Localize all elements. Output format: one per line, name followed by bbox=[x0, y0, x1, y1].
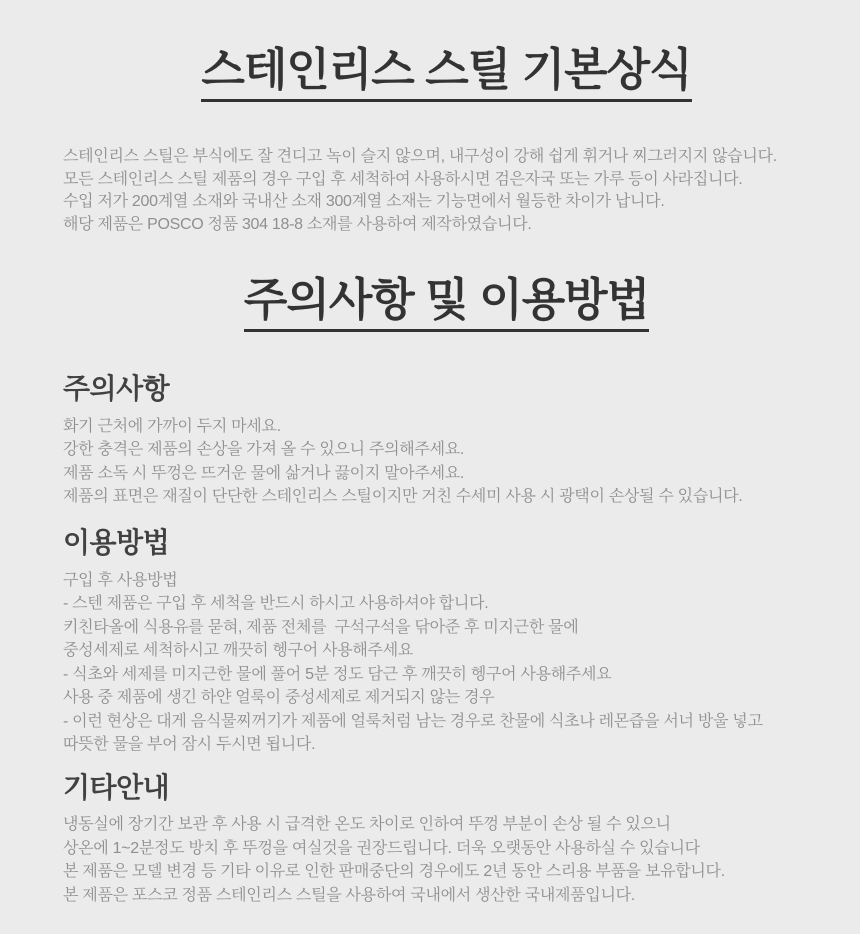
body-line: 키친타올에 식용유를 묻혀, 제품 전체를 구석구석을 닦아준 후 미지근한 물에 bbox=[63, 618, 579, 636]
intro-line: 수입 저가 200계열 소재와 국내산 소재 300계열 소재는 기능면에서 월등한 차이가 납니다. bbox=[63, 193, 665, 211]
page-title bbox=[63, 44, 830, 102]
body-line: 냉동실에 장기간 보관 후 사용 시 급격한 온도 차이로 인하여 뚜껑 부분이 손상 될 수 있으니 bbox=[63, 816, 671, 834]
body-line: 상온에 1~2분정도 방치 후 뚜껑을 여실것을 권장드립니다. 더욱 오랫동안 사용하실 수 있습니다 bbox=[63, 839, 700, 857]
section-usage-body bbox=[63, 569, 830, 757]
section-etc bbox=[63, 771, 830, 908]
body-line: 따뜻한 물을 부어 잠시 두시면 됩니다. bbox=[63, 736, 316, 754]
intro-line: 해당 제품은 POSCO 정품 304 18-8 소재를 사용하여 제작하였습니다. bbox=[63, 215, 532, 233]
body-line: - 이런 현상은 대게 음식물찌꺼기가 제품에 얼룩처럼 남는 경우로 찬물에 식초나 레몬즙을 서너 방울 넣고 bbox=[63, 712, 763, 730]
intro-line: 스테인리스 스틸은 부식에도 잘 견디고 녹이 슬지 않으며, 내구성이 강해 쉽게 휘거나 찌그러지지 않습니다. bbox=[63, 148, 777, 166]
section-usage bbox=[63, 526, 830, 757]
body-line: 구입 후 사용방법 bbox=[63, 571, 178, 589]
body-line: 본 제품은 모델 변경 등 기타 이유로 인한 판매중단의 경우에도 2년 동안 스리용 부품을 보유합니다. bbox=[63, 863, 725, 881]
body-line: 제품의 표면은 재질이 단단한 스테인리스 스틸이지만 거친 수세미 사용 시 광택이 손상될 수 있습니다. bbox=[63, 488, 743, 506]
body-line: 제품 소독 시 뚜껑은 뜨거운 물에 삶거나 끓이지 말아주세요. bbox=[63, 464, 465, 482]
body-line: 본 제품은 포스코 정품 스테인리스 스틸을 사용하여 국내에서 생산한 국내제품입니다. bbox=[63, 886, 635, 904]
page-title-text: 스테인리스 스틸 기본상식 bbox=[201, 44, 691, 102]
sub-title-text: 주의사항 및 이용방법 bbox=[244, 274, 649, 332]
body-line: 강한 충격은 제품의 손상을 가져 올 수 있으니 주의해주세요. bbox=[63, 441, 465, 459]
intro-paragraph bbox=[63, 146, 830, 236]
body-line: 사용 중 제품에 생긴 하얀 얼룩이 중성세제로 제거되지 않는 경우 bbox=[63, 689, 495, 707]
section-etc-body bbox=[63, 813, 830, 907]
section-usage-heading: 이용방법 bbox=[63, 526, 170, 558]
body-line: 화기 근처에 가까이 두지 마세요. bbox=[63, 417, 281, 435]
section-etc-heading: 기타안내 bbox=[63, 771, 170, 803]
section-caution-heading: 주의사항 bbox=[63, 373, 170, 405]
intro-line: 모든 스테인리스 스틸 제품의 경우 구입 후 세척하여 사용하시면 검은자국 또는 가루 등이 사라집니다. bbox=[63, 170, 743, 188]
section-caution bbox=[63, 372, 830, 509]
body-line: - 식초와 세제를 미지근한 물에 풀어 5분 정도 담근 후 깨끗히 헹구어 사용해주세요 bbox=[63, 665, 612, 683]
section-caution-body bbox=[63, 415, 830, 509]
sub-title bbox=[63, 274, 830, 332]
body-line: - 스텐 제품은 구입 후 세척을 반드시 하시고 사용하셔야 합니다. bbox=[63, 595, 489, 613]
body-line: 중성세제로 세척하시고 깨끗히 헹구어 사용해주세요 bbox=[63, 642, 414, 660]
